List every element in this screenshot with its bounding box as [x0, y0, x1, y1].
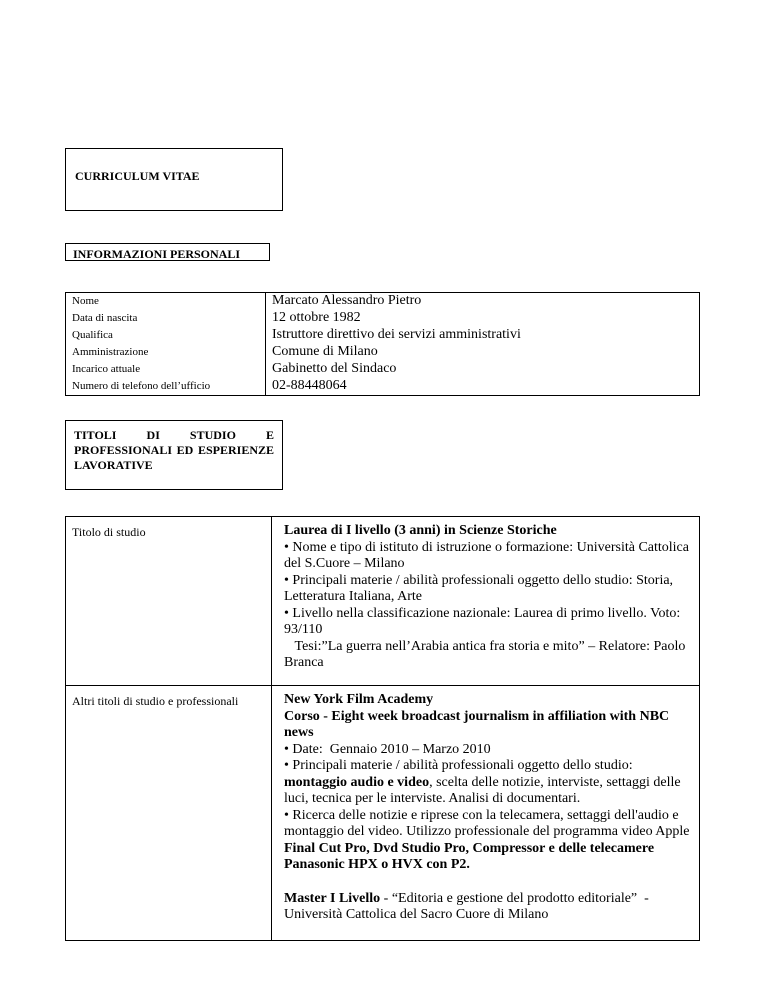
info-label: Nome — [66, 293, 266, 311]
personal-info-title: INFORMAZIONI PERSONALI — [65, 243, 270, 261]
course-dates: • Date: Gennaio 2010 – Marzo 2010 — [284, 741, 491, 757]
info-label: Amministrazione — [66, 344, 266, 361]
personal-info-table — [65, 292, 700, 396]
degree-institute: • Nome e tipo di istituto di istruzione o formazione: Università Cattolica del S.Cuore – Milano — [284, 539, 689, 571]
degree-heading: Laurea di I livello (3 anni) in Scienze Storiche — [284, 523, 557, 538]
info-label: Numero di telefono dell’ufficio — [66, 378, 266, 396]
academy-name: New York Film Academy — [284, 692, 434, 707]
info-row-current-role — [66, 361, 700, 378]
course-subjects: • Principali materie / abilità professionali oggetto dello studio: montaggio audio e video, scelta delle notizie, interviste, settaggi delle luci, tecnica per le interviste. Analisi di documentari. — [284, 758, 681, 806]
master-degree: Master I Livello - “Editoria e gestione del prodotto editoriale” - Università Cattolica del Sacro Cuore di Milano — [284, 890, 653, 922]
other-titles-row — [66, 686, 700, 941]
degree-label: Titolo di studio — [66, 517, 272, 686]
course-research: • Ricerca delle notizie e riprese con la telecamera, settaggi dell'audio e montaggio del video. Utilizzo professionale del programma video Apple Final Cut Pro, Dvd Studio Pro, Compressor e delle telecamere Panasonic HPX o HVX con P2. — [284, 807, 690, 872]
degree-thesis: Tesi:”La guerra nell’Arabia antica fra storia e mito” – Relatore: Paolo Branca — [284, 638, 689, 670]
other-titles-content — [272, 686, 700, 941]
info-label: Qualifica — [66, 327, 266, 344]
info-label: Data di nascita — [66, 310, 266, 327]
info-row-administration — [66, 344, 700, 361]
info-value: Istruttore direttivo dei servizi amministrativi — [266, 327, 700, 344]
info-row-phone — [66, 378, 700, 396]
degree-row — [66, 517, 700, 686]
degree-content — [272, 517, 700, 686]
info-value: 02-88448064 — [266, 378, 700, 396]
degree-subjects: • Principali materie / abilità professionali oggetto dello studio: Storia, Letteratura Italiana, Arte — [284, 572, 674, 604]
info-value: Comune di Milano — [266, 344, 700, 361]
titles-section-title: TITOLI DI STUDIO E PROFESSIONALI ED ESPERIENZE LAVORATIVE — [65, 420, 283, 490]
degree-level: • Livello nella classificazione nazionale: Laurea di primo livello. Voto: 93/110 — [284, 605, 681, 637]
course-title: Corso - Eight week broadcast journalism in affiliation with NBC news — [284, 708, 670, 740]
info-row-name — [66, 293, 700, 311]
other-titles-label: Altri titoli di studio e professionali — [66, 686, 272, 941]
info-label: Incarico attuale — [66, 361, 266, 378]
cv-title: CURRICULUM VITAE — [65, 148, 283, 211]
info-value: 12 ottobre 1982 — [266, 310, 700, 327]
info-row-birthdate — [66, 310, 700, 327]
info-value: Marcato Alessandro Pietro — [266, 293, 700, 311]
studies-table — [65, 516, 700, 941]
info-row-qualification — [66, 327, 700, 344]
info-value: Gabinetto del Sindaco — [266, 361, 700, 378]
